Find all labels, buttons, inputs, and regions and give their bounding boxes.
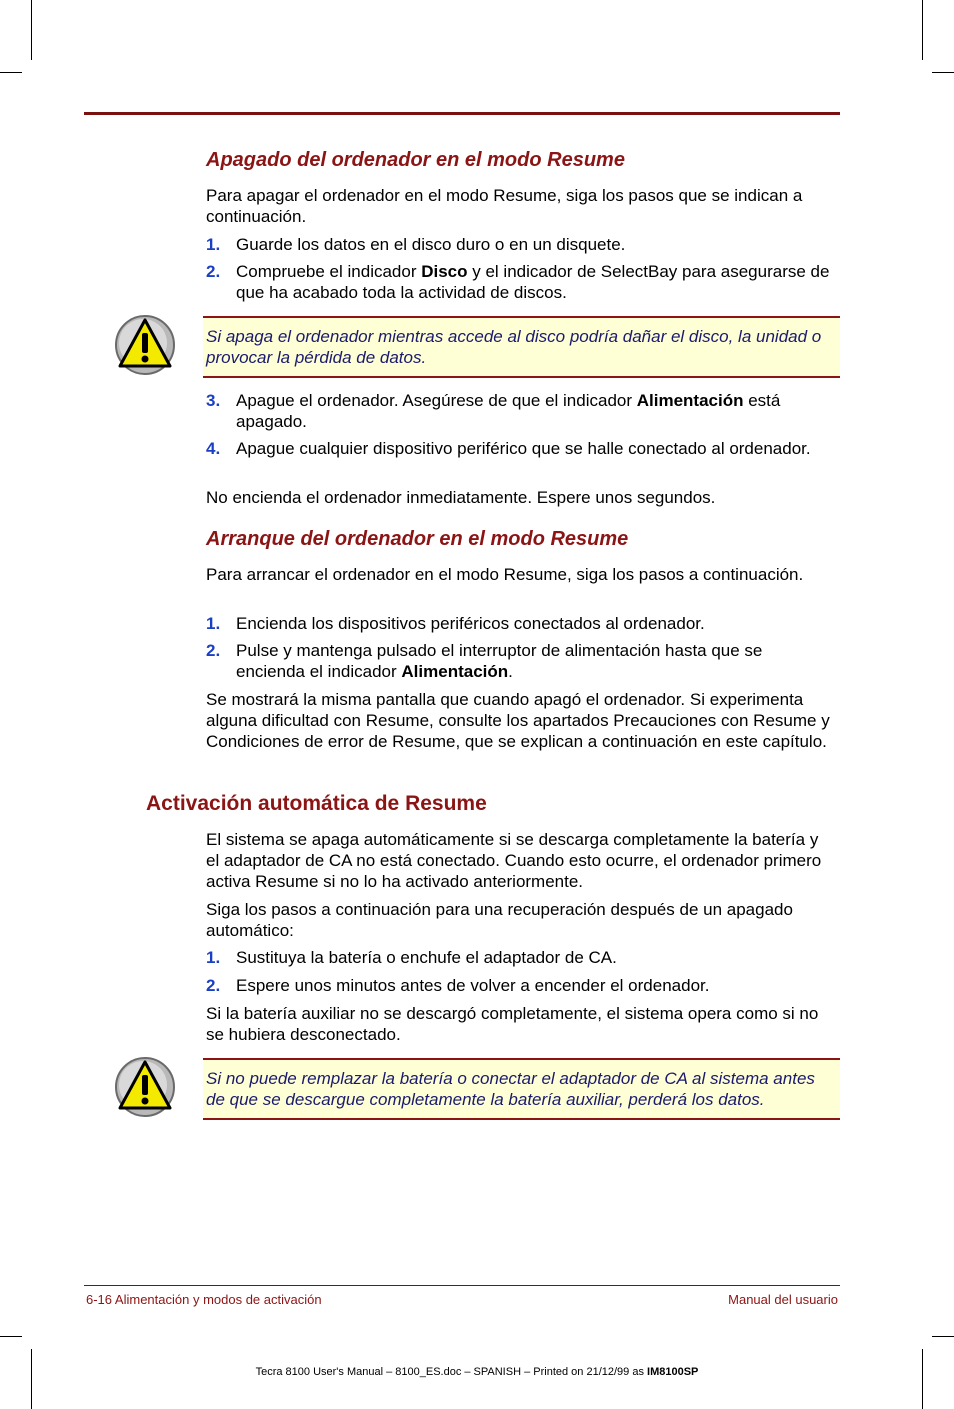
indicator-name: Alimentación [401, 662, 509, 681]
step-number: 2. [206, 641, 221, 660]
step-text: Encienda los dispositivos periféricos conectados al ordenador. [236, 614, 705, 633]
step-number: 3. [206, 391, 221, 410]
warning-text: Si no puede remplazar la batería o conectar el adaptador de CA al sistema antes de que se descargue completamente la batería auxiliar, perderá los datos. [206, 1069, 815, 1109]
paragraph: El sistema se apaga automáticamente si se descarga completamente la batería y el adaptador de CA no está conectado. Cuando esto ocurre, el ordenador primero activa Resume si no lo ha activado anteriormente. [206, 830, 822, 891]
crop-mark [932, 72, 954, 73]
step-text: Apague cualquier dispositivo periférico que se halle conectado al ordenador. [236, 439, 811, 458]
step-text: Sustituya la batería o enchufe el adaptador de CA. [236, 948, 617, 967]
header-rule [84, 112, 840, 115]
warning-icon [114, 1056, 176, 1118]
warning-text: Si apaga el ordenador mientras accede al disco podría dañar el disco, la unidad o provocar la pérdida de datos. [206, 327, 822, 367]
crop-mark [932, 1336, 954, 1337]
warning-icon [114, 314, 176, 376]
step-number: 4. [206, 439, 221, 458]
step-text: Apague el ordenador. Asegúrese de que el indicador Alimentación está apagado. [236, 391, 781, 431]
paragraph: Para apagar el ordenador en el modo Resume, siga los pasos que se indican a continuación. [206, 186, 803, 226]
indicator-name: Alimentación [636, 391, 744, 410]
step-text: Compruebe el indicador Disco y el indicador de SelectBay para asegurarse de que ha acabado toda la actividad de discos. [236, 262, 830, 302]
section-title: Activación automática de Resume [146, 792, 487, 815]
crop-mark [0, 1336, 22, 1337]
paragraph: Se mostrará la misma pantalla que cuando apagó el ordenador. Si experimenta alguna dificultad con Resume, consulte los apartados Precauciones con Resume y Condiciones de error de Resume, que se explican a continuación en este capítulo. [206, 690, 830, 751]
footer-left: 6-16 Alimentación y modos de activación [86, 1292, 322, 1307]
step-number: 1. [206, 948, 221, 967]
step-number: 2. [206, 262, 221, 281]
footer-rule [84, 1285, 840, 1286]
step-text: Guarde los datos en el disco duro o en un disquete. [236, 235, 626, 254]
step-number: 1. [206, 614, 221, 633]
warning-box [203, 316, 840, 378]
crop-mark [922, 1349, 923, 1409]
paragraph: No encienda el ordenador inmediatamente. Espere unos segundos. [206, 488, 716, 507]
crop-mark [0, 72, 22, 73]
paragraph: Siga los pasos a continuación para una recuperación después de un apagado automático: [206, 900, 793, 940]
step-number: 2. [206, 976, 221, 995]
step-number: 1. [206, 235, 221, 254]
step-text: Espere unos minutos antes de volver a encender el ordenador. [236, 976, 710, 995]
print-info: Tecra 8100 User's Manual – 8100_ES.doc – SPANISH – Printed on 21/12/99 as IM8100SP [255, 1366, 699, 1378]
crop-mark [31, 1349, 32, 1409]
paragraph: Para arrancar el ordenador en el modo Resume, siga los pasos a continuación. [206, 565, 804, 584]
warning-box [203, 1058, 840, 1120]
footer-right: Manual del usuario [728, 1292, 838, 1307]
step-text: Pulse y mantenga pulsado el interruptor de alimentación hasta que se encienda el indicador Alimentación. [236, 641, 763, 681]
crop-mark [31, 0, 32, 60]
section-heading: Arranque del ordenador en el modo Resume [206, 528, 629, 550]
indicator-name: Disco [421, 262, 468, 281]
doc-code: IM8100SP [647, 1366, 699, 1378]
section-heading: Apagado del ordenador en el modo Resume [206, 149, 625, 171]
paragraph: Si la batería auxiliar no se descargó completamente, el sistema opera como si no se hubiera desconectado. [206, 1004, 819, 1044]
crop-mark [922, 0, 923, 60]
